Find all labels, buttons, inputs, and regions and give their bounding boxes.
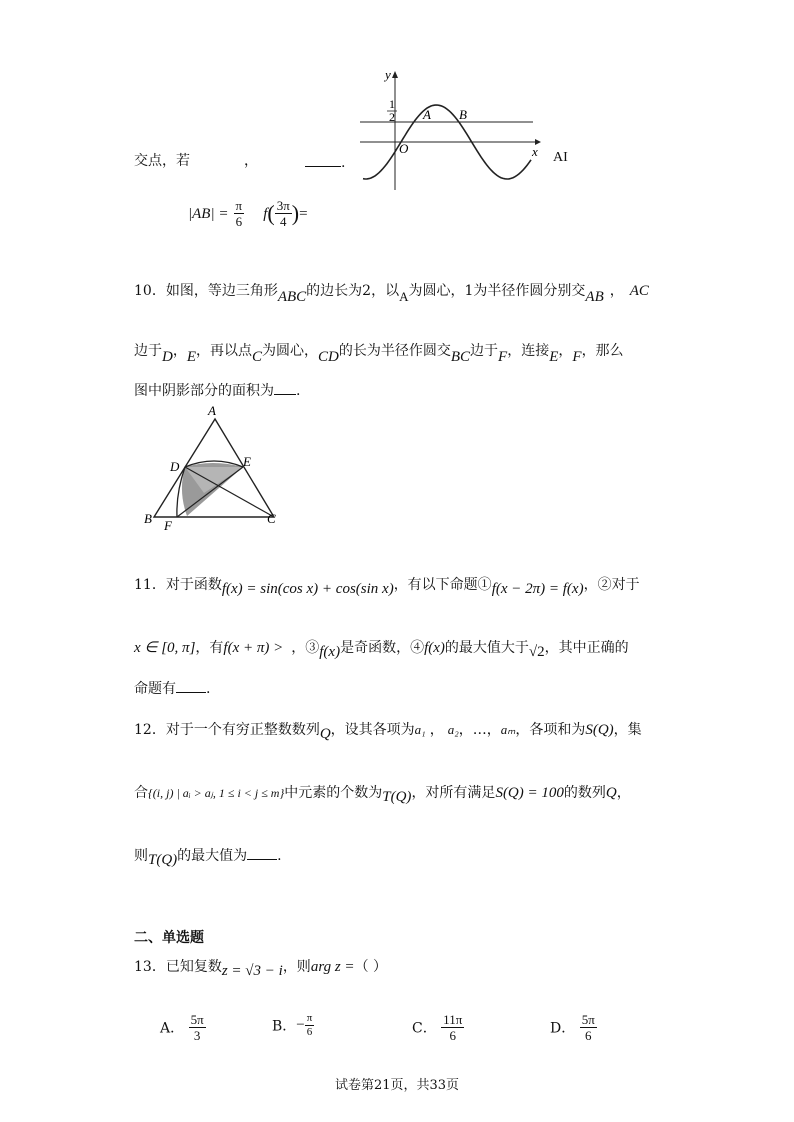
answer-blank (305, 154, 341, 167)
ab-fraction (234, 198, 245, 229)
q12-text-e: 合 (134, 785, 148, 801)
q12-text-k: 的最大值为 (177, 848, 248, 864)
origin-label: O (399, 141, 409, 156)
f4-expr: f(x) (424, 640, 445, 656)
f-arg-den: 4 (280, 214, 287, 229)
option-b-den: 6 (306, 1026, 313, 1038)
q12-text-a: 12．对于一个有穷正整数数列 (134, 722, 320, 738)
q9-comma: ， (244, 153, 258, 169)
option-c-letter: C． (412, 1020, 437, 1037)
ab-frac-den: 6 (235, 214, 243, 229)
q12-text-g: ，对所有满足 (411, 785, 496, 801)
point-f: F (498, 349, 508, 365)
option-a-num: 5π (190, 1012, 204, 1027)
fig-label-b: B (144, 511, 152, 526)
q10-text-i: ，连接 (507, 343, 550, 359)
point-f2: F (572, 349, 582, 365)
term-am: aₘ (500, 722, 516, 737)
option-c[interactable] (412, 1012, 464, 1043)
option-b[interactable] (272, 1012, 314, 1039)
domain-interval: x ∈ [0, π] (134, 640, 196, 656)
sine-graph (355, 65, 550, 195)
point-c: C (252, 349, 263, 365)
term-a1: a₁ (414, 722, 426, 737)
f3-expr: f(x) (319, 644, 341, 660)
f-arg-fraction (275, 198, 292, 229)
q11-text-g: 的最大值大于 (444, 640, 529, 656)
q11-text-i: 命题有 (134, 681, 176, 697)
term-a2: a₂ (447, 722, 459, 737)
option-a-letter: A． (160, 1020, 185, 1037)
count-tq: T(Q) (382, 789, 412, 805)
q13-paren: （ ） (354, 959, 388, 975)
q10-sep: ， (609, 283, 624, 299)
ab-length: |AB| = (188, 206, 229, 222)
answer-blank (274, 382, 296, 395)
fig-label-a: A (208, 403, 216, 418)
option-a-den: 3 (193, 1028, 201, 1043)
option-d[interactable] (550, 1012, 597, 1043)
q9-answer-blank (305, 152, 345, 171)
q12-text-b: ，设其各项为 (330, 722, 415, 738)
q9-condition (188, 198, 308, 229)
q10-text-b: 的边长为2，以 (306, 283, 400, 299)
point-d: D (162, 349, 173, 365)
q12-text-f: 中元素的个数为 (284, 785, 383, 801)
q10-text-j: ，那么 (581, 343, 624, 359)
f-symbol: f (263, 206, 268, 222)
triangle-abc: ABC (277, 289, 307, 305)
q13-text-a: 13．已知复数 (134, 959, 222, 975)
f-arg-num: 3π (276, 198, 290, 213)
option-b-num: π (306, 1012, 313, 1024)
q10-text-c: 为圆心，1为半径作圆分别交 (408, 283, 586, 299)
arc-cd: CD (318, 349, 339, 365)
option-d-fraction (580, 1012, 597, 1043)
triangle-figure (140, 403, 285, 533)
q11-text-b: ，有以下命题① (393, 577, 492, 593)
option-d-num: 5π (581, 1012, 595, 1027)
q11-line3: 命题有 . (134, 681, 211, 697)
fig-label-d: D (170, 459, 180, 474)
f-equals: = (299, 206, 308, 222)
sqrt-two: √2 (528, 644, 545, 660)
function-def: f(x) = sin(cos x) + cos(sin x) (221, 581, 394, 597)
complex-z: z = √3 − i (221, 963, 283, 979)
option-d-den: 6 (584, 1028, 592, 1043)
sum-condition: S(Q) = 100 (495, 785, 564, 801)
count-tq2: T(Q) (148, 852, 178, 868)
q10-text-e: ，再以点 (196, 343, 253, 359)
q9-period: . (341, 155, 346, 171)
option-c-den: 6 (449, 1028, 456, 1043)
q11-text-a: 11．对于函数 (134, 577, 222, 593)
point-a-label: A (423, 107, 431, 122)
sequence-q: Q (319, 726, 331, 742)
q10-text-h: 边于 (470, 343, 499, 359)
x-axis-label: x (532, 144, 538, 159)
y-axis-label: y (385, 67, 391, 82)
point-e: E (186, 349, 197, 365)
ab-frac-num: π (235, 198, 243, 213)
graph-side-text: AI (553, 150, 568, 165)
q12-line1: 12．对于一个有穷正整数数列Q，设其各项为a₁ ， a₂，…，aₘ，各项和为S(Q)，集 (134, 722, 642, 742)
option-a-fraction (189, 1012, 206, 1043)
side-ab: AB (585, 289, 604, 305)
q11-text-e: ，③ (291, 640, 320, 656)
q10-line3: 图中阴影部分的面积为 . (134, 383, 301, 399)
option-b-sign: − (296, 1017, 305, 1033)
q11-text-h: ，其中正确的 (544, 640, 629, 656)
point-b-label: B (459, 107, 467, 122)
point-a: A (399, 289, 409, 304)
sequence-q2: Q (605, 785, 617, 801)
q11-line2 (134, 637, 629, 660)
option-c-fraction (441, 1012, 464, 1043)
paren-open: ( (267, 200, 275, 226)
q11-text-f: 是奇函数，④ (340, 640, 425, 656)
q11-text-c: ，②对于 (583, 577, 640, 593)
y-axis-arrow (392, 71, 398, 78)
q12-text-j: 则 (134, 848, 148, 864)
option-c-num: 11π (443, 1012, 463, 1027)
q11-line1 (134, 574, 640, 597)
half-numerator: 1 (389, 97, 395, 111)
proposition-1: f(x − 2π) = f(x) (491, 581, 584, 597)
fig-label-c: C (267, 511, 276, 526)
option-b-fraction (305, 1012, 315, 1039)
q11-text-d: ，有 (195, 640, 224, 656)
q12-line3: 则T(Q)的最大值为 . (134, 848, 282, 868)
option-a[interactable] (160, 1012, 206, 1043)
q10-text-f: 为圆心， (262, 343, 319, 359)
paren-close: ) (291, 200, 300, 226)
q10-text-d: 边于 (134, 343, 162, 359)
section-title: 二、单选题 (134, 930, 204, 946)
fig-label-e: E (243, 454, 251, 469)
q10-text-g: 的长为半径作圆交 (338, 343, 451, 359)
q10-line1 (134, 280, 649, 305)
sum-sq: S(Q) (585, 722, 614, 738)
half-denominator: 2 (389, 110, 395, 124)
q12-text-c: ，各项和为 (515, 722, 586, 738)
point-e2: E (549, 349, 559, 365)
q12-dots: ，…， (458, 722, 501, 738)
q12-line2 (134, 782, 631, 805)
fig-label-f: F (164, 518, 172, 533)
page-footer: 试卷第21页，共33页 (334, 1078, 460, 1093)
answer-blank (247, 847, 277, 860)
proposition-2: f(x + π) > (223, 640, 284, 656)
q9-lead: 交点，若 (134, 153, 190, 169)
side-ac: AC (629, 283, 649, 299)
q13-text-b: ，则 (282, 959, 311, 975)
option-d-letter: D． (550, 1020, 576, 1037)
q12-text-d: ，集 (613, 722, 642, 738)
q12-text-i: ， (616, 785, 631, 801)
q10-line2: 边于D，E，再以点C为圆心，CD的长为半径作圆交BC边于F，连接E，F，那么 (134, 343, 624, 365)
q10-text-k: 图中阴影部分的面积为 (134, 383, 274, 399)
q10-text-a: 10．如图，等边三角形 (134, 283, 278, 299)
set-definition: {(i, j) | aᵢ > aⱼ, 1 ≤ i < j ≤ m} (148, 786, 285, 800)
arg-z: arg z = (310, 959, 355, 975)
answer-blank (176, 680, 206, 693)
side-bc: BC (450, 349, 471, 365)
q12-text-h: 的数列 (563, 785, 606, 801)
option-b-letter: B． (272, 1018, 297, 1035)
q13-stem (134, 956, 388, 979)
q9-line1 (134, 150, 190, 170)
